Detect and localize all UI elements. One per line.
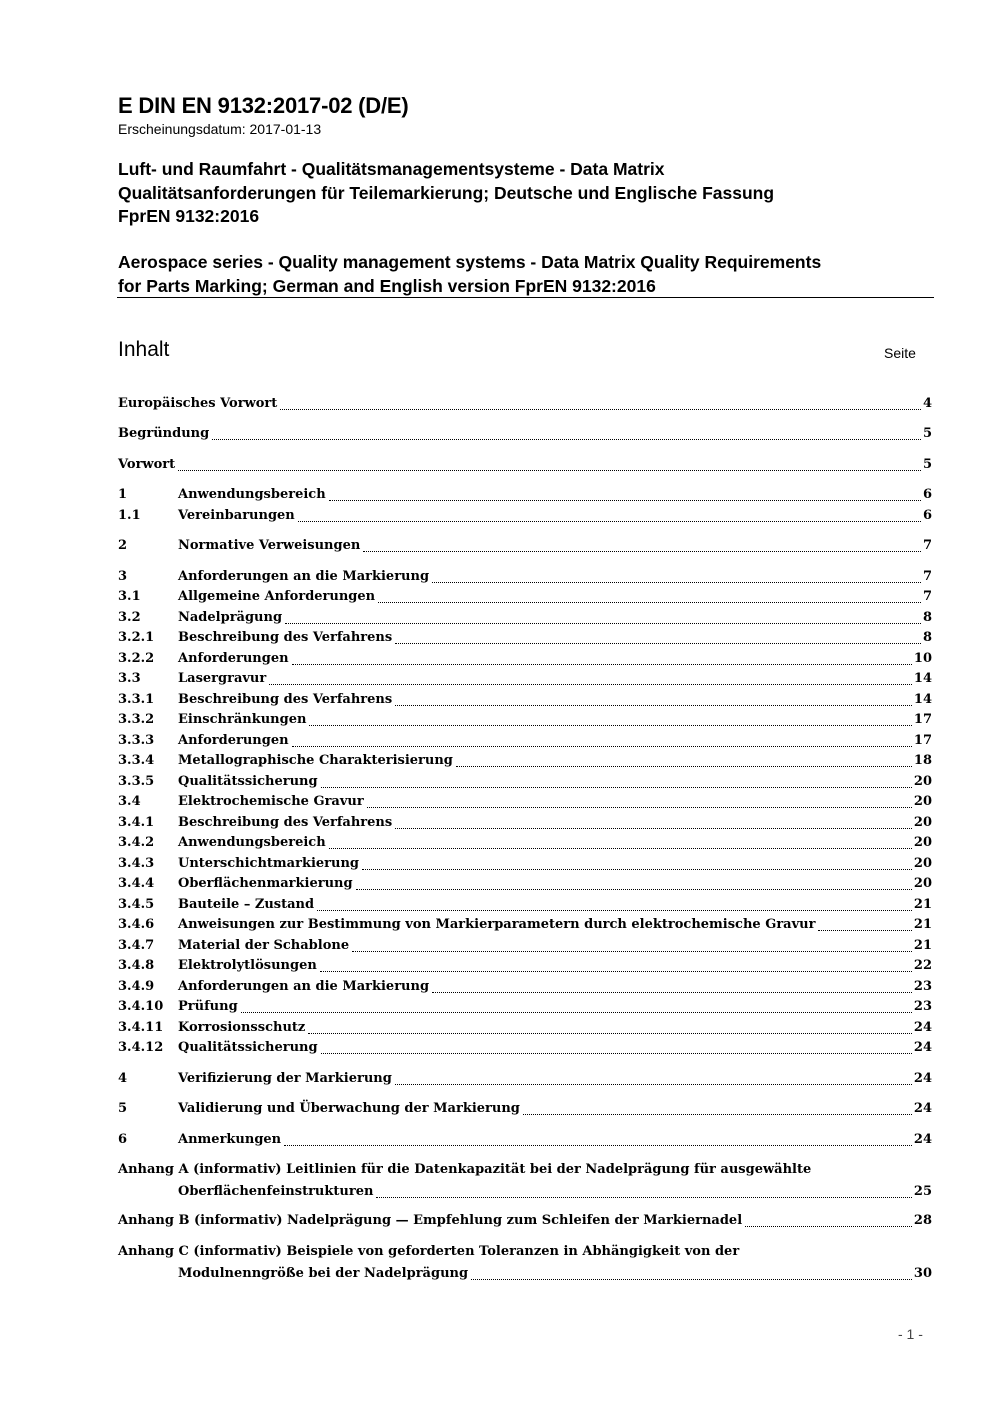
toc-dot-leader [298,520,921,522]
toc-annex-title: Anhang A (informativ) Leitlinien für die Datenkapazität bei der Nadelprägung für ausgewählte [118,1162,812,1177]
toc-entry-page: 14 [913,671,932,686]
title-german-line: Luft- und Raumfahrt - Qualitätsmanagementsysteme - Data Matrix [118,159,665,179]
toc-entry-line [178,628,932,648]
page-number: - 1 - [898,1326,923,1342]
toc-entry-page: 10 [913,651,932,666]
toc-entry[interactable] [118,506,932,526]
toc-entry-page: 17 [913,733,932,748]
toc-entry-number: 3.3.2 [118,712,155,727]
toc-entry-line [178,710,932,730]
toc-entry[interactable] [118,792,932,812]
toc-dot-leader [292,745,912,747]
toc-entry-number: 3.4.4 [118,876,155,891]
toc-annex-entry[interactable] [118,1211,932,1231]
toc-entry[interactable] [118,956,932,976]
toc-entry-title: Lasergravur [178,671,267,686]
toc-dot-leader [280,408,921,410]
toc-dot-leader [329,499,921,501]
toc-entry-line [178,956,932,976]
toc-dot-leader [376,1196,911,1198]
toc-entry-page: 24 [913,1020,932,1035]
toc-entry[interactable] [118,977,932,997]
toc-entry-page: 5 [922,457,932,472]
toc-entry-line [178,813,932,833]
toc-entry-title: Begründung [118,426,210,441]
toc-dot-leader [395,704,912,706]
toc-entry-number: 3.4.5 [118,897,155,912]
toc-entry-page: 6 [922,487,932,502]
toc-entry-number: 3.3.3 [118,733,155,748]
toc-entry-page: 7 [922,538,932,553]
toc-entry-line [178,751,932,771]
toc-entry-line [178,915,932,935]
toc-entry-number: 3.2.2 [118,651,155,666]
toc-entry-line [178,833,932,853]
toc-entry[interactable] [118,536,932,556]
toc-entry-title: Anwendungsbereich [178,835,326,850]
toc-entry[interactable] [118,1130,932,1150]
toc-entry-number: 3.2.1 [118,630,155,645]
publication-date: Erscheinungsdatum: 2017-01-13 [118,121,322,137]
toc-entry-title: Anforderungen [178,733,289,748]
toc-dot-leader [320,970,912,972]
toc-entry-title: Material der Schablone [178,938,350,953]
toc-entry[interactable] [118,649,932,669]
toc-entry-line [178,587,932,607]
toc-dot-leader [269,683,912,685]
toc-entry-title: Anforderungen [178,651,289,666]
toc-entry-line [178,977,932,997]
toc-entry-line [178,649,932,669]
toc-entry[interactable] [118,751,932,771]
toc-entry-page: 24 [913,1101,932,1116]
toc-entry-title: Verifizierung der Markierung [178,1071,392,1086]
toc-entry-number: 3.4.11 [118,1020,164,1035]
toc-entry-number: 3.4.9 [118,979,155,994]
toc-entry-page: 6 [922,508,932,523]
toc-entry-number: 6 [118,1132,128,1147]
toc-dot-leader [212,438,921,440]
toc-entry-title: Einschränkungen [178,712,307,727]
toc-entry-page: 23 [913,999,932,1014]
toc-entry-title: Anforderungen an die Markierung [178,979,430,994]
title-german-line: FprEN 9132:2016 [118,206,260,226]
toc-entry-page: 20 [913,794,932,809]
toc-entry-line [178,669,932,689]
toc-entry-line [178,792,932,812]
toc-entry-title: Anweisungen zur Bestimmung von Markierparametern durch elektrochemische Gravur [178,917,816,932]
toc-entry-title: Anforderungen an die Markierung [178,569,430,584]
toc-annex-entry[interactable] [118,1160,932,1202]
toc-entry[interactable] [118,936,932,956]
toc-entry-page: 28 [913,1213,932,1228]
toc-entry-title: Prüfung [178,999,238,1014]
toc-entry-page: 22 [913,958,932,973]
toc-dot-leader [432,581,921,583]
toc-entry-number: 3.4.10 [118,999,164,1014]
toc-entry-number: 3.3.5 [118,774,155,789]
toc-entry[interactable] [118,874,932,894]
toc-entry-page: 20 [913,876,932,891]
toc-dot-leader [456,765,912,767]
toc-entry-title: Korrosionsschutz [178,1020,306,1035]
toc-dot-leader [745,1225,912,1227]
toc-dot-leader [352,950,912,952]
toc-entry[interactable] [118,833,932,853]
title-english-line: for Parts Marking; German and English version FprEN 9132:2016 [118,275,656,296]
toc-entry-line [178,506,932,526]
toc-entry-line [178,936,932,956]
toc-entry-page: 7 [922,589,932,604]
toc-entry-title: Beschreibung des Verfahrens [178,692,393,707]
toc-entry-title: Oberflächenmarkierung [178,876,353,891]
title-english [118,251,938,298]
toc-entry-number: 3.3 [118,671,141,686]
toc-entry-title: Qualitätssicherung [178,1040,318,1055]
toc-entry-line [178,1130,932,1150]
toc-entry[interactable] [118,424,932,444]
toc-entry-line [178,1182,932,1202]
toc-annex-entry[interactable] [118,1242,932,1284]
toc-entry-number: 3.4.6 [118,917,155,932]
toc-entry-line [178,536,932,556]
toc-dot-leader [178,469,921,471]
toc-entry-number: 3.4.8 [118,958,155,973]
toc-dot-leader [285,622,921,624]
toc-entry-line [118,394,932,414]
toc-dot-leader [471,1278,912,1280]
toc-entry-number: 3.4.12 [118,1040,164,1055]
toc-entry[interactable] [118,485,932,505]
toc-dot-leader [321,1052,912,1054]
toc-entry-page: 20 [913,774,932,789]
toc-entry-title: Vereinbarungen [178,508,295,523]
toc-dot-leader [818,929,911,931]
toc-entry-line [118,424,932,444]
toc-entry-number: 1.1 [118,508,141,523]
toc-entry[interactable] [118,394,932,414]
toc-entry-title: Qualitätssicherung [178,774,318,789]
toc-entry-number: 3.4.7 [118,938,155,953]
toc-dot-leader [329,847,912,849]
toc-dot-leader [362,868,912,870]
toc-dot-leader [367,806,912,808]
toc-entry-number: 1 [118,487,128,502]
toc-entry-line [178,690,932,710]
toc-entry-line [178,772,932,792]
toc-entry-line [118,1211,932,1231]
toc-entry-page: 8 [922,630,932,645]
toc-entry-page: 23 [913,979,932,994]
toc-dot-leader [395,642,921,644]
toc-entry[interactable] [118,1099,932,1119]
toc-entry-title: Elektrochemische Gravur [178,794,364,809]
toc-entry-line [118,455,932,475]
toc-entry-title: Allgemeine Anforderungen [178,589,376,604]
title-english-line: Aerospace series - Quality management systems - Data Matrix Quality Requirements [118,252,822,272]
toc-entry-title: Anmerkungen [178,1132,282,1147]
toc-entry[interactable] [118,1018,932,1038]
toc-entry-line [178,1018,932,1038]
toc-dot-leader [395,1083,912,1085]
toc-entry[interactable] [118,608,932,628]
toc-entry[interactable] [118,1069,932,1089]
toc-entry[interactable] [118,813,932,833]
toc-entry-page: 21 [913,897,932,912]
toc-entry[interactable] [118,690,932,710]
toc-entry-number: 3.1 [118,589,141,604]
toc-entry-title: Vorwort [118,457,176,472]
toc-entry-page: 25 [913,1184,932,1199]
toc-entry-number: 5 [118,1101,128,1116]
toc-entry-line [178,874,932,894]
toc-dot-leader [292,663,912,665]
toc-entry-title: Beschreibung des Verfahrens [178,630,393,645]
toc-entry-page: 24 [913,1040,932,1055]
toc-entry-page: 17 [913,712,932,727]
toc-dot-leader [309,724,911,726]
title-german-line: Qualitätsanforderungen für Teilemarkierung; Deutsche und Englische Fassung [118,182,775,203]
toc-entry-number: 3.4 [118,794,141,809]
toc-entry-number: 3.4.3 [118,856,155,871]
document-id: E DIN EN 9132:2017-02 (D/E) [118,93,409,118]
toc-entry-number: 3 [118,569,128,584]
toc-entry-line [178,731,932,751]
toc-dot-leader [523,1113,912,1115]
toc-entry-line [178,485,932,505]
toc-entry[interactable] [118,731,932,751]
toc-entry-page: 7 [922,569,932,584]
toc-dot-leader [321,786,912,788]
toc-entry-page: 18 [913,753,932,768]
toc-entry-page: 14 [913,692,932,707]
toc-entry[interactable] [118,628,932,648]
toc-entry-number: 3.4.1 [118,815,155,830]
toc-dot-leader [284,1144,912,1146]
toc-entry-title: Normative Verweisungen [178,538,361,553]
toc-entry-number: 3.2 [118,610,141,625]
toc-entry-number: 4 [118,1071,128,1086]
toc-entry-title: Unterschichtmarkierung [178,856,359,871]
toc-entry-page: 20 [913,856,932,871]
toc-entry-title: Europäisches Vorwort [118,396,278,411]
toc-entry-title: Bauteile – Zustand [178,897,315,912]
toc-entry[interactable] [118,895,932,915]
toc-entry-number: 2 [118,538,128,553]
toc-entry-line [178,1264,932,1284]
toc-entry-page: 5 [922,426,932,441]
toc-entry-line [178,567,932,587]
toc-entry[interactable] [118,915,932,935]
toc-entry-page: 24 [913,1071,932,1086]
toc-entry-page: 30 [913,1266,932,1281]
toc-annex-title: Anhang B (informativ) Nadelprägung — Empfehlung zum Schleifen der Markiernadel [118,1213,743,1228]
toc-entry-page: 21 [913,917,932,932]
toc-entry-title: Metallographische Charakterisierung [178,753,453,768]
toc-entry-number: 3.4.2 [118,835,155,850]
toc-entry-page: 4 [922,396,932,411]
toc-annex-title-continued: Modulnenngröße bei der Nadelprägung [178,1266,469,1281]
toc-entry[interactable] [118,587,932,607]
toc-entry-page: 24 [913,1132,932,1147]
toc-entry-line [178,608,932,628]
title-german [118,158,938,229]
toc-heading: Inhalt [118,338,170,361]
toc-entry[interactable] [118,772,932,792]
toc-entry-title: Elektrolytlösungen [178,958,317,973]
toc-dot-leader [395,827,912,829]
toc-entry-line [178,997,932,1017]
toc-dot-leader [317,909,912,911]
toc-entry[interactable] [118,567,932,587]
toc-entry[interactable] [118,710,932,730]
toc-dot-leader [308,1032,912,1034]
toc-entry-number: 3.3.4 [118,753,155,768]
toc-page-column-label: Seite [884,345,916,361]
toc-entry-line [178,854,932,874]
toc-entry-title: Beschreibung des Verfahrens [178,815,393,830]
toc-dot-leader [241,1011,912,1013]
toc-entry-line [178,1099,932,1119]
toc-entry-line [178,1069,932,1089]
toc-entry[interactable] [118,1038,932,1058]
toc-dot-leader [363,550,921,552]
toc-annex-title: Anhang C (informativ) Beispiele von geforderten Toleranzen in Abhängigkeit von der [118,1244,740,1259]
toc-entry[interactable] [118,997,932,1017]
toc-dot-leader [356,888,912,890]
toc-annex-title-continued: Oberflächenfeinstrukturen [178,1184,374,1199]
toc-entry-line [178,1038,932,1058]
toc-entry-page: 21 [913,938,932,953]
toc-entry-title: Nadelprägung [178,610,283,625]
toc-entry-page: 20 [913,835,932,850]
toc-entry-page: 8 [922,610,932,625]
toc-entry[interactable] [118,854,932,874]
toc-entry-title: Validierung und Überwachung der Markierung [178,1101,520,1116]
toc-entry-page: 20 [913,815,932,830]
toc-entry[interactable] [118,455,932,475]
toc-entry[interactable] [118,669,932,689]
toc-dot-leader [378,601,921,603]
toc-entry-line [178,895,932,915]
toc-entry-title: Anwendungsbereich [178,487,326,502]
toc-entry-number: 3.3.1 [118,692,155,707]
title-divider [117,297,934,298]
toc-dot-leader [432,991,912,993]
